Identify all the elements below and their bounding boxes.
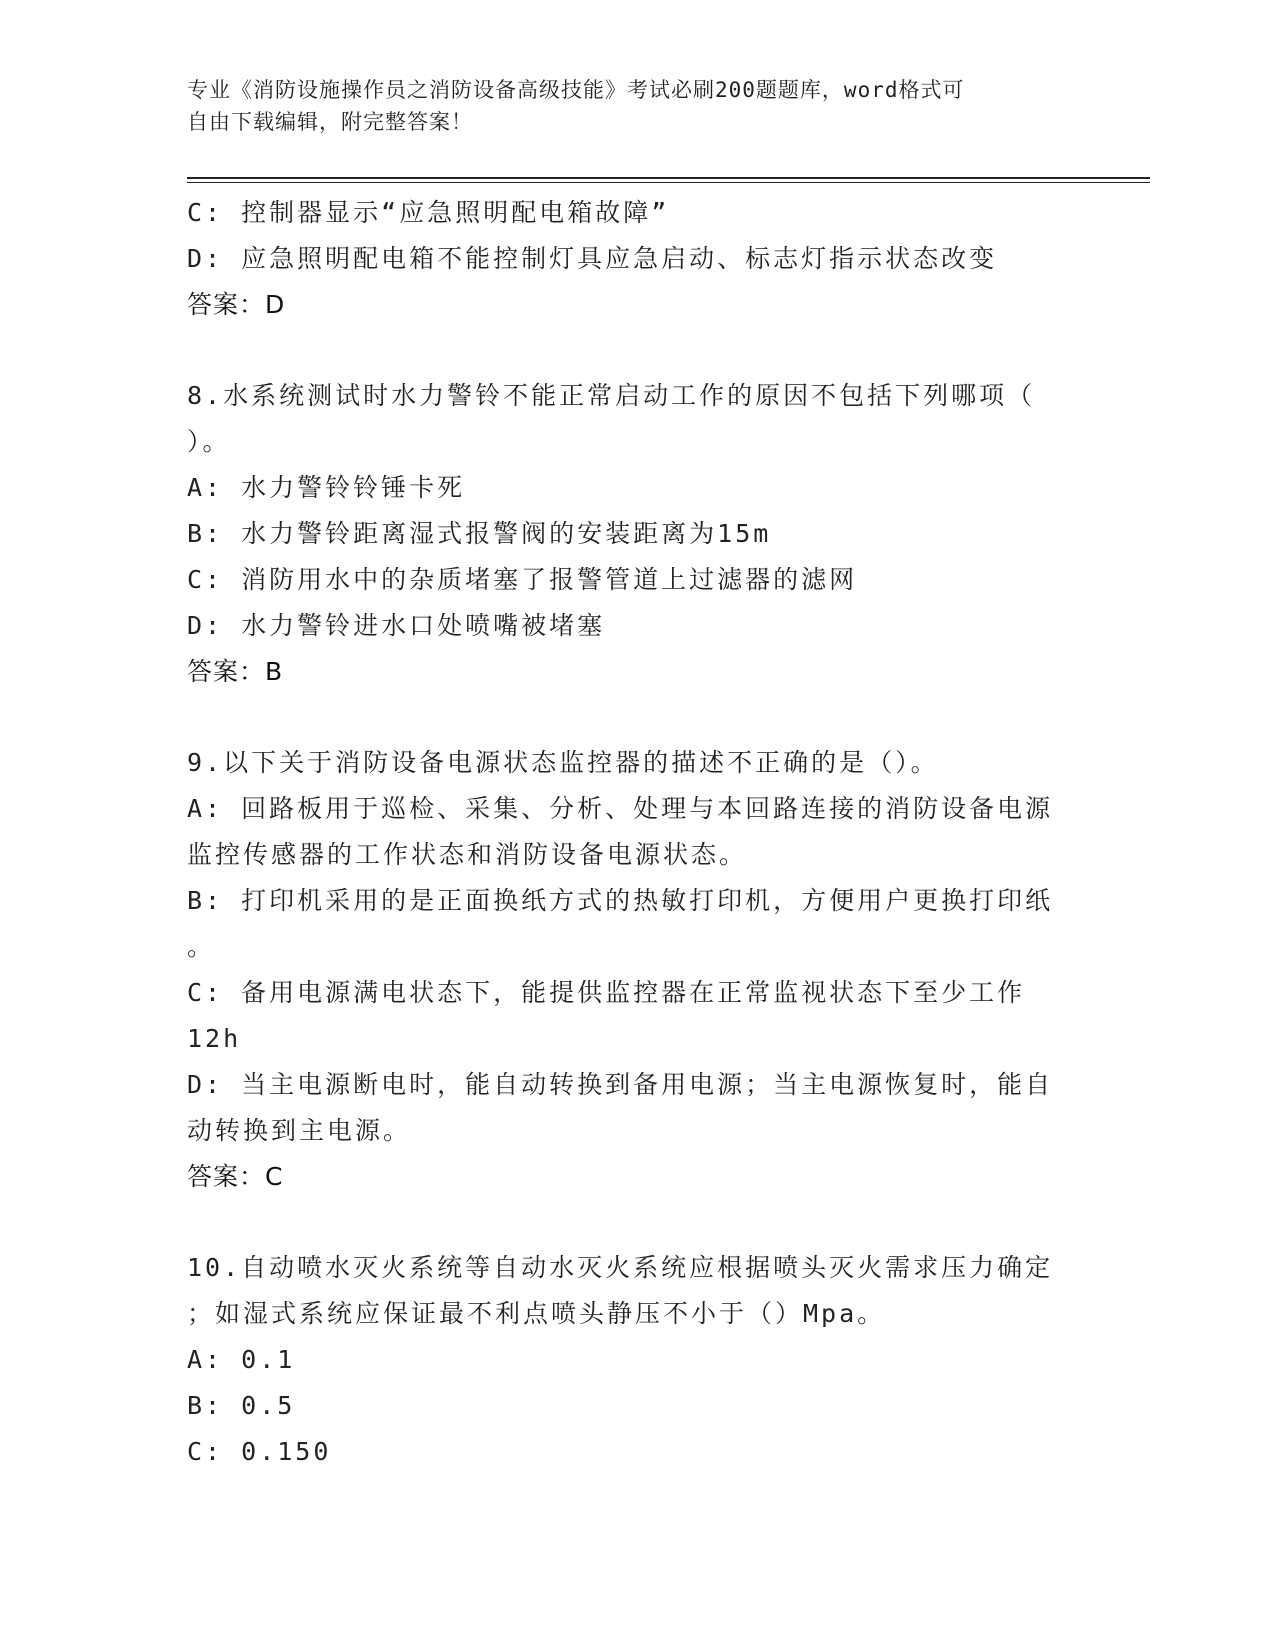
header-divider-thin — [187, 182, 1150, 183]
q10-option-b: B: 0.5 — [187, 1391, 296, 1420]
q10-stem-line1: 10.自动喷水灭火系统等自动水灭火系统应根据喷头灭火需求压力确定 — [187, 1253, 1054, 1282]
q9-option-b-line2: 。 — [187, 932, 216, 961]
q9-option-c-line2: 12h — [187, 1024, 242, 1053]
q7-option-c: C: 控制器显示“应急照明配电箱故障” — [187, 198, 670, 227]
q8-option-b: B: 水力警铃距离湿式报警阀的安装距离为15m — [187, 519, 772, 548]
q9-option-b-line1: B: 打印机采用的是正面换纸方式的热敏打印机，方便用户更换打印纸 — [187, 886, 1054, 915]
q9-option-a-line2: 监控传感器的工作状态和消防设备电源状态。 — [187, 840, 748, 869]
q8-option-c: C: 消防用水中的杂质堵塞了报警管道上过滤器的滤网 — [187, 565, 858, 594]
q8-stem-line2: ）。 — [187, 427, 231, 456]
q9-stem: 9.以下关于消防设备电源状态监控器的描述不正确的是（）。 — [187, 748, 939, 777]
q10-stem-line2: ；如湿式系统应保证最不利点喷头静压不小于（）Mpa。 — [187, 1299, 886, 1328]
page-header — [187, 74, 1067, 138]
q10-option-c: C: 0.150 — [187, 1437, 332, 1466]
question-9-block — [187, 740, 1087, 1200]
q9-option-d-line2: 动转换到主电源。 — [187, 1116, 412, 1145]
spacer — [187, 695, 1087, 740]
q7-option-d: D: 应急照明配电箱不能控制灯具应急启动、标志灯指示状态改变 — [187, 244, 998, 273]
header-divider-thick — [187, 177, 1150, 179]
spacer — [187, 1200, 1087, 1245]
header-title-line2: 自由下载编辑，附完整答案！ — [187, 110, 473, 134]
q9-option-c-line1: C: 备用电源满电状态下，能提供监控器在正常监视状态下至少工作 — [187, 978, 1026, 1007]
question-8-block — [187, 373, 1087, 695]
question-content — [187, 190, 1087, 1475]
question-7-block — [187, 190, 1087, 328]
q8-option-a: A: 水力警铃铃锤卡死 — [187, 473, 466, 502]
q9-answer: 答案：C — [187, 1162, 284, 1191]
q8-answer: 答案：B — [187, 657, 284, 686]
q7-answer: 答案：D — [187, 290, 286, 319]
q10-option-a: A: 0.1 — [187, 1345, 296, 1374]
q8-stem-line1: 8.水系统测试时水力警铃不能正常启动工作的原因不包括下列哪项（ — [187, 381, 1036, 410]
question-10-block — [187, 1245, 1087, 1475]
spacer — [187, 328, 1087, 373]
q8-option-d: D: 水力警铃进水口处喷嘴被堵塞 — [187, 611, 606, 640]
header-title-line1: 专业《消防设施操作员之消防设备高级技能》考试必刷200题题库，word格式可 — [187, 78, 965, 102]
q9-option-a-line1: A: 回路板用于巡检、采集、分析、处理与本回路连接的消防设备电源 — [187, 794, 1054, 823]
q9-option-d-line1: D: 当主电源断电时，能自动转换到备用电源；当主电源恢复时，能自 — [187, 1070, 1054, 1099]
